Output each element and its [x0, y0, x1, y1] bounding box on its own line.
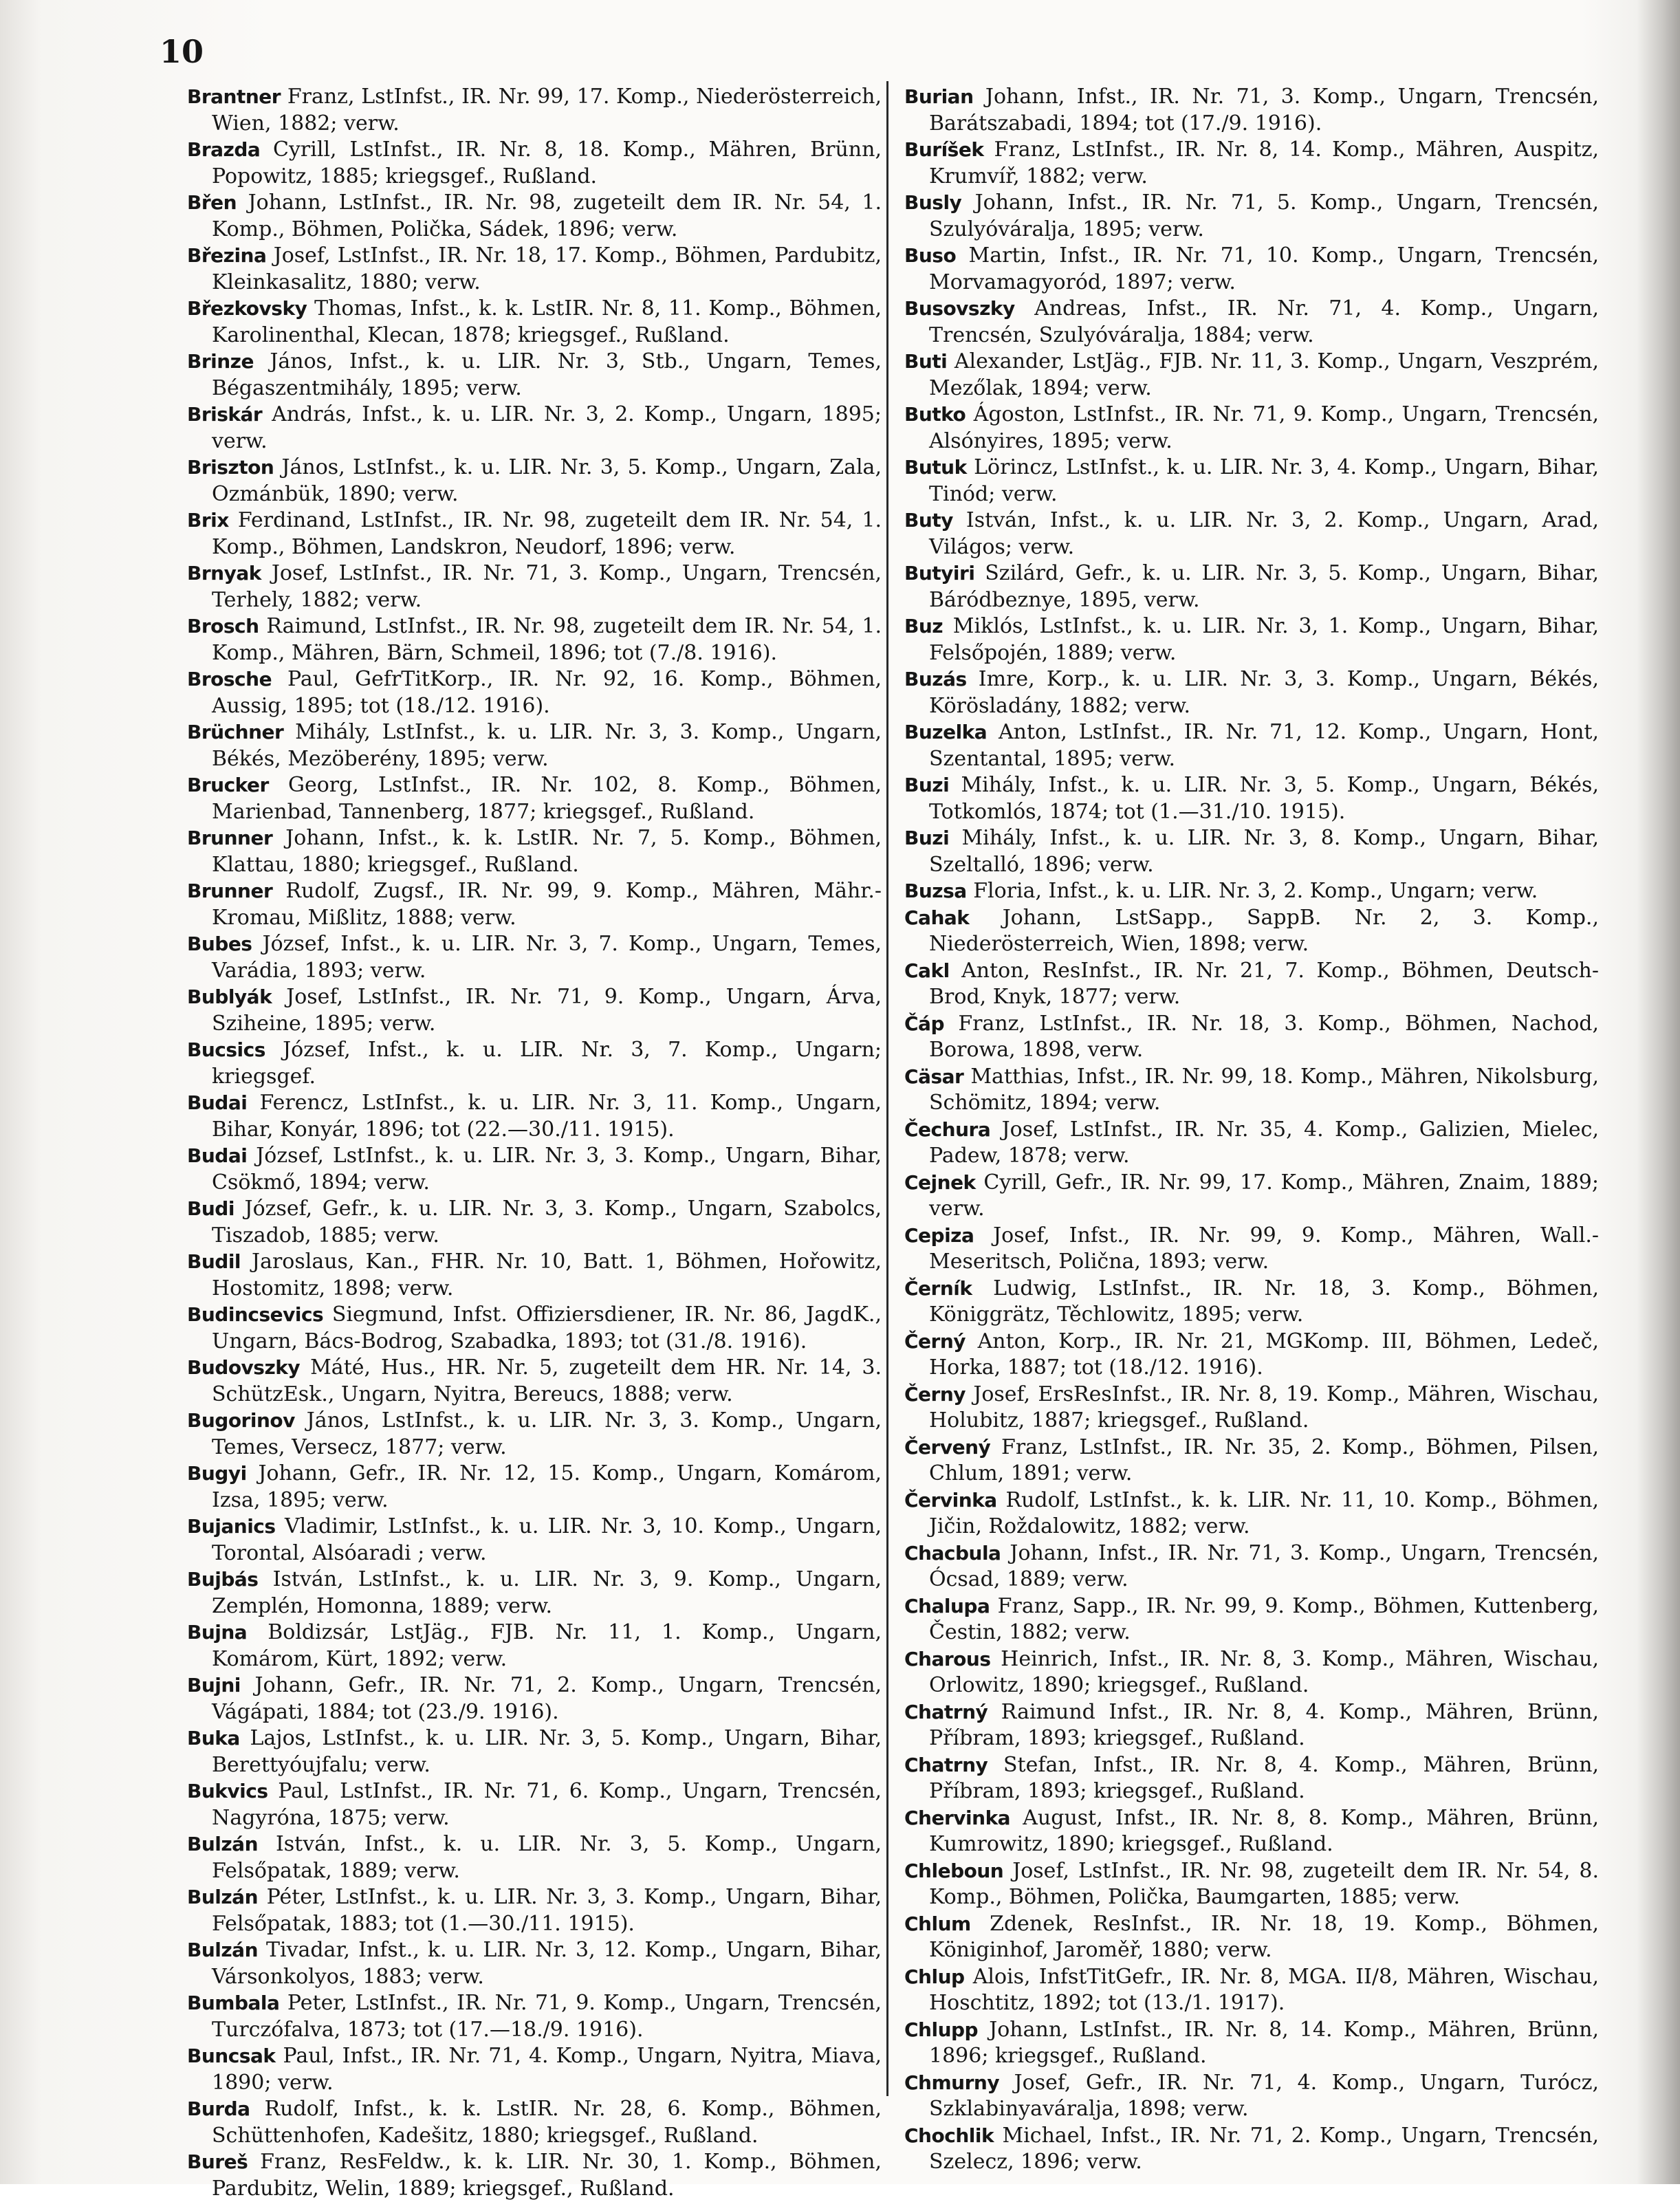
list-item	[904, 137, 1599, 190]
entry-details: Rudolf, Infst., k. k. LstIR. Nr. 28, 6. Komp., Böhmen, Schüttenhofen, Kadešitz, 1880; kriegsgef., Rußland.	[212, 2097, 882, 2148]
list-item	[904, 958, 1599, 1011]
list-item	[904, 1911, 1599, 1964]
entry-surname: Bujbás	[187, 1568, 259, 1591]
entry-surname: Buzi	[904, 774, 950, 796]
list-item	[904, 1064, 1599, 1117]
entry-surname: Buncsak	[187, 2045, 276, 2067]
list-item	[187, 825, 882, 878]
entry-surname: Budai	[187, 1091, 248, 1114]
entry-details: Franz, LstInfst., IR. Nr. 35, 2. Komp., Böhmen, Pilsen, Chlum, 1891; verw.	[929, 1435, 1599, 1485]
list-item	[904, 1329, 1599, 1382]
entry-details: Anton, Korp., IR. Nr. 21, MGKomp. III, Böhmen, Ledeč, Horka, 1887; tot (18./12. 1916).	[929, 1329, 1599, 1380]
entry-surname: Cäsar	[904, 1065, 964, 1088]
entry-surname: Chleboun	[904, 1859, 1004, 1882]
list-item	[187, 1090, 882, 1143]
list-item	[187, 1302, 882, 1355]
entry-surname: Břen	[187, 191, 237, 214]
entry-details: Ágoston, LstInfst., IR. Nr. 71, 9. Komp., Ungarn, Trencsén, Alsónyires, 1895; verw.	[929, 402, 1599, 453]
entry-details: István, LstInfst., k. u. LIR. Nr. 3, 9. Komp., Ungarn, Zemplén, Homonna, 1889; verw.	[212, 1567, 882, 1618]
entry-details: Paul, Infst., IR. Nr. 71, 4. Komp., Ungarn, Nyitra, Miava, 1890; verw.	[212, 2044, 882, 2095]
entry-surname: Cepiza	[904, 1223, 974, 1247]
list-item	[904, 2123, 1599, 2176]
entry-details: András, Infst., k. u. LIR. Nr. 3, 2. Komp., Ungarn, 1895; verw.	[212, 402, 882, 453]
left-column	[187, 84, 882, 2202]
entry-details: Georg, LstInfst., IR. Nr. 102, 8. Komp., Böhmen, Marienbad, Tannenberg, 1877; kriegsgef., Rußland.	[212, 773, 882, 824]
entry-surname: Buzelka	[904, 721, 988, 743]
list-item	[904, 1858, 1599, 1911]
entry-surname: Briszton	[187, 456, 274, 479]
list-item	[187, 455, 882, 508]
entry-details: Johann, Infst., k. k. LstIR. Nr. 7, 5. Komp., Böhmen, Klattau, 1880; kriegsgef., Rußland.	[212, 826, 882, 877]
entry-surname: Černy	[904, 1382, 966, 1406]
list-item	[187, 1249, 882, 1302]
entry-surname: Butyiri	[904, 562, 975, 585]
page-edge-shadow	[1637, 0, 1680, 2184]
list-item	[904, 1487, 1599, 1540]
list-item	[187, 2043, 882, 2096]
list-item	[904, 2017, 1599, 2070]
entry-details: Johann, Gefr., IR. Nr. 12, 15. Komp., Ungarn, Komárom, Izsa, 1895; verw.	[212, 1461, 882, 1512]
entry-surname: Chacbula	[904, 1541, 1001, 1565]
list-item	[187, 1937, 882, 1990]
entry-surname: Brunner	[187, 827, 273, 849]
list-item	[187, 560, 882, 613]
list-item	[904, 508, 1599, 560]
entry-surname: Chalupa	[904, 1594, 990, 1617]
list-item	[187, 137, 882, 190]
entry-surname: Buzás	[904, 668, 967, 690]
entry-details: Máté, Hus., HR. Nr. 5, zugeteilt dem HR. Nr. 14, 3. SchützEsk., Ungarn, Nyitra, Bereucs, 1888; verw.	[212, 1355, 882, 1406]
list-item	[904, 1752, 1599, 1805]
list-item	[187, 1408, 882, 1461]
list-item	[187, 878, 882, 931]
list-item	[187, 508, 882, 560]
list-item	[904, 878, 1599, 905]
entry-surname: Buso	[904, 244, 957, 267]
list-item	[187, 1831, 882, 1884]
list-item	[187, 2149, 882, 2202]
entry-details: Josef, LstInfst., IR. Nr. 35, 4. Komp., Galizien, Mielec, Padew, 1878; verw.	[929, 1117, 1599, 1168]
entry-surname: Chlupp	[904, 2018, 979, 2041]
entry-surname: Chochlik	[904, 2124, 994, 2147]
entry-details: Thomas, Infst., k. k. LstIR. Nr. 8, 11. Komp., Böhmen, Karolinenthal, Klecan, 1878; kriegsgef., Rußland.	[212, 296, 882, 347]
entry-details: Franz, LstInfst., IR. Nr. 8, 14. Komp., Mähren, Auspitz, Krumvíř, 1882; verw.	[929, 138, 1599, 188]
list-item	[187, 1620, 882, 1672]
entry-surname: Buka	[187, 1727, 240, 1749]
entry-details: Anton, ResInfst., IR. Nr. 21, 7. Komp., Böhmen, Deutsch-Brod, Knyk, 1877; verw.	[929, 958, 1599, 1009]
list-item	[904, 719, 1599, 772]
entry-surname: Bureš	[187, 2150, 248, 2173]
list-item	[187, 666, 882, 719]
entry-surname: Budincsevics	[187, 1303, 324, 1326]
entry-surname: Bumbala	[187, 1992, 280, 2014]
entry-details: Rudolf, LstInfst., k. k. LIR. Nr. 11, 10. Komp., Böhmen, Jičin, Roždalowitz, 1882; verw.	[929, 1487, 1599, 1538]
entry-details: József, Infst., k. u. LIR. Nr. 3, 7. Komp., Ungarn; kriegsgef.	[212, 1038, 882, 1089]
list-item	[187, 984, 882, 1037]
entry-surname: Charous	[904, 1647, 991, 1670]
list-item	[187, 190, 882, 243]
list-item	[904, 560, 1599, 613]
entry-surname: Burda	[187, 2097, 250, 2120]
entry-details: Ludwig, LstInfst., IR. Nr. 18, 3. Komp., Böhmen, Königgrätz, Těchlowitz, 1895; verw.	[929, 1276, 1599, 1327]
entry-details: Alois, InfstTitGefr., IR. Nr. 8, MGA. II/8, Mähren, Wischau, Hoschtitz, 1892; tot (13./1. 1917).	[929, 1964, 1599, 2015]
entry-details: Cyrill, Gefr., IR. Nr. 99, 17. Komp., Mähren, Znaim, 1889; verw.	[929, 1170, 1599, 1221]
entry-surname: Brantner	[187, 85, 281, 108]
entry-surname: Brunner	[187, 880, 273, 902]
entry-details: Paul, LstInfst., IR. Nr. 71, 6. Komp., Ungarn, Trencsén, Nagyróna, 1875; verw.	[212, 1779, 882, 1830]
entry-surname: Buzsa	[904, 880, 967, 902]
list-item	[904, 84, 1599, 137]
entry-details: August, Infst., IR. Nr. 8, 8. Komp., Mähren, Brünn, Kumrowitz, 1890; kriegsgef., Rußland.	[929, 1805, 1599, 1856]
entry-details: Josef, LstInfst., IR. Nr. 71, 3. Komp., Ungarn, Trencsén, Terhely, 1882; verw.	[212, 561, 882, 612]
entry-details: Tivadar, Infst., k. u. LIR. Nr. 3, 12. Komp., Ungarn, Bihar, Vársonkolyos, 1883; verw.	[212, 1938, 882, 1989]
entry-details: Franz, LstInfst., IR. Nr. 99, 17. Komp., Niederösterreich, Wien, 1882; verw.	[212, 85, 882, 135]
list-item	[187, 719, 882, 772]
list-item	[904, 905, 1599, 958]
entry-details: Johann, Infst., IR. Nr. 71, 3. Komp., Ungarn, Trencsén, Ócsad, 1889; verw.	[929, 1540, 1600, 1591]
entry-details: Siegmund, Infst. Offiziersdiener, IR. Nr. 86, JagdK., Ungarn, Bács-Bodrog, Szabadka, 1893; tot (31./8. 1916).	[212, 1302, 882, 1353]
list-item	[904, 2070, 1599, 2123]
list-item	[187, 1461, 882, 1514]
entry-details: Franz, ResFeldw., k. k. LIR. Nr. 30, 1. Komp., Böhmen, Pardubitz, Welin, 1889; kriegsgef., Rußland.	[212, 2150, 882, 2201]
list-item	[904, 825, 1599, 878]
entry-surname: Budil	[187, 1250, 241, 1273]
entry-details: Lörincz, LstInfst., k. u. LIR. Nr. 3, 4. Komp., Ungarn, Bihar, Tinód; verw.	[929, 455, 1599, 506]
list-item	[904, 402, 1599, 455]
list-item	[904, 1223, 1599, 1276]
entry-details: Heinrich, Infst., IR. Nr. 8, 3. Komp., Mähren, Wischau, Orlowitz, 1890; kriegsgef., Rußland.	[929, 1646, 1599, 1697]
entry-details: István, Infst., k. u. LIR. Nr. 3, 2. Komp., Ungarn, Arad, Világos; verw.	[929, 508, 1599, 559]
entry-surname: Brüchner	[187, 721, 284, 743]
entry-details: Vladimir, LstInfst., k. u. LIR. Nr. 3, 10. Komp., Ungarn, Torontal, Alsóaradi ; verw.	[212, 1514, 882, 1565]
entry-surname: Chervinka	[904, 1806, 1011, 1829]
list-item	[187, 772, 882, 825]
page-number: 10	[160, 33, 204, 70]
entry-surname: Brucker	[187, 774, 269, 796]
entry-details: Johann, LstSapp., SappB. Nr. 2, 3. Komp., Niederösterreich, Wien, 1898; verw.	[929, 905, 1599, 956]
entry-surname: Bujanics	[187, 1515, 276, 1538]
entry-surname: Brosche	[187, 668, 272, 690]
list-item	[187, 1778, 882, 1831]
entry-details: Josef, LstInfst., IR. Nr. 98, zugeteilt dem IR. Nr. 54, 8. Komp., Böhmen, Polička, Baumgarten, 1885; verw.	[929, 1858, 1599, 1909]
entry-details: Anton, LstInfst., IR. Nr. 71, 12. Komp., Ungarn, Hont, Szentantal, 1895; verw.	[929, 720, 1599, 771]
entry-surname: Bulzán	[187, 1833, 258, 1855]
entry-surname: Busly	[904, 191, 962, 214]
entry-details: Raimund, LstInfst., IR. Nr. 98, zugeteilt dem IR. Nr. 54, 1. Komp., Mähren, Bärn, Schmeil, 1896; tot (7./8. 1916).	[212, 614, 882, 665]
entry-surname: Chatrny	[904, 1753, 988, 1776]
entry-details: Szilárd, Gefr., k. u. LIR. Nr. 3, 5. Komp., Ungarn, Bihar, Báródbeznye, 1895, verw.	[929, 561, 1599, 612]
entry-details: Josef, Gefr., IR. Nr. 71, 4. Komp., Ungarn, Turócz, Szklabinyaváralja, 1898; verw.	[929, 2070, 1599, 2121]
entry-surname: Buríšek	[904, 138, 984, 161]
entry-details: István, Infst., k. u. LIR. Nr. 3, 5. Komp., Ungarn, Felsőpatak, 1889; verw.	[212, 1832, 882, 1883]
entry-surname: Březkovsky	[187, 297, 307, 320]
list-item	[904, 1170, 1599, 1223]
list-item	[187, 1725, 882, 1778]
entry-surname: Buzi	[904, 827, 950, 849]
entry-surname: Cejnek	[904, 1170, 976, 1194]
entry-details: Raimund Infst., IR. Nr. 8, 4. Komp., Mähren, Brünn, Příbram, 1893; kriegsgef., Rußland.	[929, 1699, 1599, 1750]
entry-surname: Bubes	[187, 933, 252, 955]
entry-details: Matthias, Infst., IR. Nr. 99, 18. Komp., Mähren, Nikolsburg, Schömitz, 1894; verw.	[929, 1064, 1599, 1115]
entry-details: Johann, Gefr., IR. Nr. 71, 2. Komp., Ungarn, Trencsén, Vágápati, 1884; tot (23./9. 1916).	[212, 1673, 882, 1724]
list-item	[904, 349, 1599, 402]
entry-surname: Bulzán	[187, 1886, 258, 1908]
entry-details: Johann, Infst., IR. Nr. 71, 5. Komp., Ungarn, Trencsén, Szulyóváralja, 1895; verw.	[929, 190, 1599, 241]
entry-surname: Chmurny	[904, 2071, 1000, 2094]
entry-details: Imre, Korp., k. u. LIR. Nr. 3, 3. Komp., Ungarn, Békés, Körösladány, 1882; verw.	[929, 667, 1599, 718]
entry-details: Lajos, LstInfst., k. u. LIR. Nr. 3, 5. Komp., Ungarn, Bihar, Berettyóujfalu; verw.	[212, 1726, 882, 1777]
entry-surname: Bulzán	[187, 1939, 258, 1961]
entry-surname: Cakl	[904, 959, 950, 982]
list-item	[904, 1276, 1599, 1329]
entry-details: János, LstInfst., k. u. LIR. Nr. 3, 3. Komp., Ungarn, Temes, Versecz, 1877; verw.	[212, 1408, 882, 1459]
list-item	[904, 666, 1599, 719]
entry-surname: Butko	[904, 403, 966, 426]
entry-details: Josef, Infst., IR. Nr. 99, 9. Komp., Mähren, Wall.-Meseritsch, Polična, 1893; verw.	[929, 1223, 1600, 1274]
list-item	[187, 296, 882, 349]
entry-details: Franz, LstInfst., IR. Nr. 18, 3. Komp., Böhmen, Nachod, Borowa, 1898, verw.	[929, 1011, 1599, 1062]
entry-details: Josef, LstInfst., IR. Nr. 71, 9. Komp., Ungarn, Árva, Sziheine, 1895; verw.	[212, 985, 882, 1036]
entry-details: Martin, Infst., IR. Nr. 71, 10. Komp., Ungarn, Trencsén, Morvamagyoród, 1897; verw.	[929, 243, 1599, 294]
list-item	[187, 1355, 882, 1408]
list-item	[904, 1593, 1599, 1646]
entry-details: Johann, Infst., IR. Nr. 71, 3. Komp., Ungarn, Trencsén, Barátszabadi, 1894; tot (17./9. 1916).	[929, 85, 1600, 135]
entry-surname: Cahak	[904, 906, 970, 929]
entry-details: József, Gefr., k. u. LIR. Nr. 3, 3. Komp., Ungarn, Szabolcs, Tiszadob, 1885; verw.	[212, 1197, 882, 1247]
list-item	[904, 243, 1599, 296]
entry-details: Miklós, LstInfst., k. u. LIR. Nr. 3, 1. Komp., Ungarn, Bihar, Felsőpojén, 1889; verw.	[929, 614, 1600, 665]
list-item	[904, 455, 1599, 508]
list-item	[187, 1567, 882, 1620]
entry-details: Stefan, Infst., IR. Nr. 8, 4. Komp., Mähren, Brünn, Příbram, 1893; kriegsgef., Rußland.	[929, 1752, 1599, 1803]
entry-surname: Buty	[904, 509, 953, 532]
entry-details: Josef, LstInfst., IR. Nr. 18, 17. Komp., Böhmen, Pardubitz, Kleinkasalitz, 1880; verw.	[212, 243, 882, 294]
entry-surname: Červinka	[904, 1488, 997, 1512]
right-column	[904, 84, 1599, 2176]
entry-surname: Bublyák	[187, 985, 272, 1008]
entry-details: János, Infst., k. u. LIR. Nr. 3, Stb., Ungarn, Temes, Bégaszentmihály, 1895; verw.	[212, 349, 882, 400]
entry-details: Jaroslaus, Kan., FHR. Nr. 10, Batt. 1, Böhmen, Hořowitz, Hostomitz, 1898; verw.	[212, 1250, 882, 1300]
list-item	[187, 931, 882, 984]
entry-surname: Černík	[904, 1276, 972, 1300]
entry-surname: Budi	[187, 1197, 234, 1220]
entry-details: Johann, LstInfst., IR. Nr. 98, zugeteilt dem IR. Nr. 54, 1. Komp., Böhmen, Polička, Sádek, 1896; verw.	[212, 190, 882, 241]
entry-surname: Busovszky	[904, 297, 1015, 320]
entry-details: Peter, LstInfst., IR. Nr. 71, 9. Komp., Ungarn, Trencsén, Turczófalva, 1873; tot (17.—18./9. 1916).	[212, 1991, 882, 2042]
entry-surname: Buz	[904, 615, 943, 637]
entry-details: Rudolf, Zugsf., IR. Nr. 99, 9. Komp., Mähren, Mähr.-Kromau, Mißlitz, 1888; verw.	[212, 879, 882, 930]
entry-surname: Chlup	[904, 1965, 965, 1988]
list-item	[187, 1884, 882, 1937]
list-item	[904, 1540, 1599, 1593]
entry-surname: Brnyak	[187, 562, 261, 585]
entry-details: Mihály, LstInfst., k. u. LIR. Nr. 3, 3. Komp., Ungarn, Békés, Mezöberény, 1895; verw.	[212, 720, 882, 771]
entry-details: Boldizsár, LstJäg., FJB. Nr. 11, 1. Komp., Ungarn, Komárom, Kürt, 1892; verw.	[212, 1620, 882, 1671]
entry-surname: Bujna	[187, 1621, 248, 1644]
entry-details: Alexander, LstJäg., FJB. Nr. 11, 3. Komp., Ungarn, Veszprém, Mezőlak, 1894; verw.	[929, 349, 1599, 400]
list-item	[187, 84, 882, 137]
column-divider	[886, 81, 888, 2096]
entry-details: Paul, GefrTitKorp., IR. Nr. 92, 16. Komp., Böhmen, Aussig, 1895; tot (18./12. 1916).	[212, 667, 882, 718]
entry-details: József, LstInfst., k. u. LIR. Nr. 3, 3. Komp., Ungarn, Bihar, Csökmő, 1894; verw.	[212, 1144, 882, 1195]
list-item	[187, 1514, 882, 1567]
entry-surname: Brix	[187, 509, 229, 532]
entry-surname: Černý	[904, 1329, 966, 1353]
entry-details: János, LstInfst., k. u. LIR. Nr. 3, 5. Komp., Ungarn, Zala, Ozmánbük, 1890; verw.	[212, 455, 882, 506]
entry-details: Floria, Infst., k. u. LIR. Nr. 3, 2. Komp., Ungarn; verw.	[973, 879, 1538, 903]
entry-surname: Bukvics	[187, 1780, 268, 1802]
entry-details: Johann, LstInfst., IR. Nr. 8, 14. Komp., Mähren, Brünn, 1896; kriegsgef., Rußland.	[929, 2017, 1599, 2068]
list-item	[904, 1382, 1599, 1435]
entry-details: Zdenek, ResInfst., IR. Nr. 18, 19. Komp., Böhmen, Königinhof, Jaroměř, 1880; verw.	[929, 1911, 1599, 1962]
entry-surname: Budovszky	[187, 1356, 301, 1379]
list-item	[187, 349, 882, 402]
entry-details: József, Infst., k. u. LIR. Nr. 3, 7. Komp., Ungarn, Temes, Varádia, 1893; verw.	[212, 932, 882, 983]
entry-surname: Březina	[187, 244, 267, 267]
entry-details: Andreas, Infst., IR. Nr. 71, 4. Komp., Ungarn, Trencsén, Szulyóváralja, 1884; verw.	[929, 296, 1600, 347]
entry-details: Ferencz, LstInfst., k. u. LIR. Nr. 3, 11. Komp., Ungarn, Bihar, Konyár, 1896; tot (22.—30./11. 1915).	[212, 1091, 882, 1142]
entry-surname: Bugorinov	[187, 1409, 295, 1432]
entry-details: Ferdinand, LstInfst., IR. Nr. 98, zugeteilt dem IR. Nr. 54, 1. Komp., Böhmen, Landskron, Neudorf, 1896; verw.	[212, 508, 882, 559]
list-item	[187, 2096, 882, 2149]
list-item	[187, 1196, 882, 1249]
list-item	[904, 1646, 1599, 1699]
list-item	[904, 772, 1599, 825]
entry-surname: Bujni	[187, 1674, 241, 1697]
entry-surname: Brosch	[187, 615, 259, 637]
entry-surname: Briskár	[187, 403, 263, 426]
list-item	[187, 1672, 882, 1725]
list-item	[904, 1964, 1599, 2017]
list-item	[904, 1117, 1599, 1170]
entry-details: Péter, LstInfst., k. u. LIR. Nr. 3, 3. Komp., Ungarn, Bihar, Felsőpatak, 1883; tot (1.—30./11. 1915).	[212, 1885, 882, 1936]
entry-details: Josef, ErsResInfst., IR. Nr. 8, 19. Komp., Mähren, Wischau, Holubitz, 1887; kriegsgef., Rußland.	[929, 1382, 1599, 1432]
entry-surname: Čáp	[904, 1012, 944, 1035]
list-item	[904, 1805, 1599, 1858]
entry-details: Mihály, Infst., k. u. LIR. Nr. 3, 8. Komp., Ungarn, Bihar, Szeltalló, 1896; verw.	[929, 826, 1599, 877]
list-item	[187, 1990, 882, 2043]
list-item	[904, 613, 1599, 666]
entry-details: Franz, Sapp., IR. Nr. 99, 9. Komp., Böhmen, Kuttenberg, Čestin, 1882; verw.	[929, 1593, 1599, 1644]
entry-surname: Červený	[904, 1435, 991, 1459]
entry-details: Michael, Infst., IR. Nr. 71, 2. Komp., Ungarn, Trencsén, Szelecz, 1896; verw.	[929, 2123, 1600, 2174]
list-item	[904, 1699, 1599, 1752]
entry-surname: Brazda	[187, 138, 261, 161]
entry-surname: Bucsics	[187, 1038, 265, 1061]
entry-surname: Čechura	[904, 1118, 991, 1141]
entry-surname: Burian	[904, 85, 974, 108]
entry-details: Mihály, Infst., k. u. LIR. Nr. 3, 5. Komp., Ungarn, Békés, Totkomlós, 1874; tot (1.—31./10. 1915).	[929, 773, 1599, 824]
list-item	[904, 296, 1599, 349]
entry-surname: Chatrný	[904, 1700, 988, 1723]
entry-details: Cyrill, LstInfst., IR. Nr. 8, 18. Komp., Mähren, Brünn, Popowitz, 1885; kriegsgef., Rußland.	[212, 138, 882, 188]
list-item	[187, 1037, 882, 1090]
list-item	[904, 1435, 1599, 1487]
list-item	[187, 1143, 882, 1196]
list-item	[187, 243, 882, 296]
entry-surname: Bugyi	[187, 1462, 247, 1485]
list-item	[187, 402, 882, 455]
list-item	[904, 1011, 1599, 1064]
entry-surname: Buti	[904, 350, 948, 373]
entry-surname: Butuk	[904, 456, 967, 479]
entry-surname: Brinze	[187, 350, 254, 373]
entry-surname: Budai	[187, 1144, 248, 1167]
entry-surname: Chlum	[904, 1912, 971, 1935]
list-item	[904, 190, 1599, 243]
list-item	[187, 613, 882, 666]
